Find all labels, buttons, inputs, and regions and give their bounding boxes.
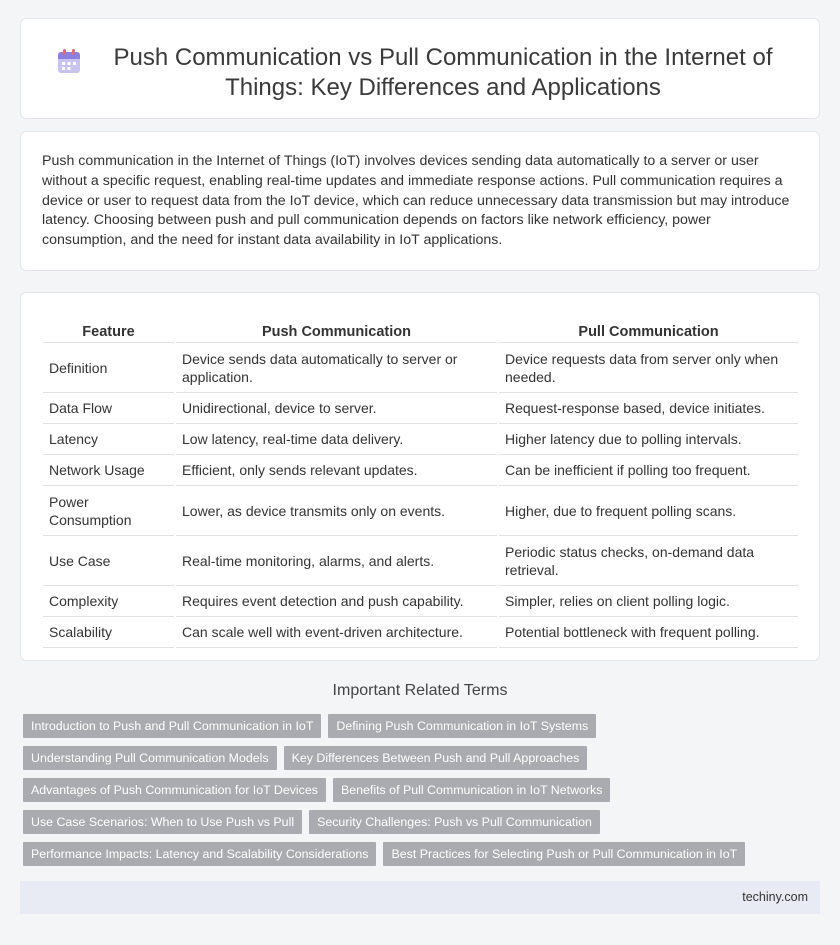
feature-cell: Use Case [43, 536, 174, 586]
related-term-tag[interactable]: Key Differences Between Push and Pull Approaches [284, 746, 588, 770]
table-row [43, 536, 798, 586]
intro-card [20, 131, 820, 271]
tag-row [23, 746, 813, 770]
pull-cell: Request-response based, device initiates. [499, 393, 798, 424]
related-term-tag[interactable]: Benefits of Pull Communication in IoT Networks [333, 778, 610, 802]
related-terms-heading: Important Related Terms [332, 682, 508, 699]
page-title: Push Communication vs Pull Communication in the Internet of Things: Key Differences and Applications [113, 44, 773, 101]
title-card [20, 18, 820, 119]
footer [20, 881, 820, 914]
tag-row [23, 778, 813, 802]
related-term-tag[interactable]: Use Case Scenarios: When to Use Push vs Pull [23, 810, 302, 834]
push-cell: Real-time monitoring, alarms, and alerts. [176, 536, 497, 586]
related-term-tag[interactable]: Understanding Pull Communication Models [23, 746, 277, 770]
push-cell: Lower, as device transmits only on events. [176, 486, 497, 536]
table-row [43, 486, 798, 536]
calendar-icon [57, 48, 81, 74]
comparison-card [20, 292, 820, 661]
related-terms-list [23, 714, 813, 874]
header-feature: Feature [43, 313, 174, 343]
pull-cell: Can be inefficient if polling too frequent. [499, 455, 798, 486]
push-cell: Can scale well with event-driven architecture. [176, 617, 497, 648]
feature-cell: Scalability [43, 617, 174, 648]
feature-cell: Complexity [43, 586, 174, 617]
related-term-tag[interactable]: Security Challenges: Push vs Pull Communication [309, 810, 600, 834]
header-pull: Pull Communication [499, 313, 798, 343]
related-term-tag[interactable]: Performance Impacts: Latency and Scalability Considerations [23, 842, 376, 866]
feature-cell: Network Usage [43, 455, 174, 486]
table-row [43, 617, 798, 648]
feature-cell: Latency [43, 424, 174, 455]
table-row [43, 424, 798, 455]
footer-site-link[interactable]: techiny.com [742, 890, 808, 904]
feature-cell: Definition [43, 343, 174, 393]
table-row [43, 586, 798, 617]
feature-cell: Power Consumption [43, 486, 174, 536]
feature-cell: Data Flow [43, 393, 174, 424]
title-wrap [21, 19, 819, 103]
tag-row [23, 810, 813, 834]
push-cell: Low latency, real-time data delivery. [176, 424, 497, 455]
related-term-tag[interactable]: Introduction to Push and Pull Communication in IoT [23, 714, 321, 738]
pull-cell: Higher, due to frequent polling scans. [499, 486, 798, 536]
push-cell: Unidirectional, device to server. [176, 393, 497, 424]
comparison-table [41, 313, 800, 648]
header-push: Push Communication [176, 313, 497, 343]
intro-paragraph: Push communication in the Internet of Things (IoT) involves devices sending data automatically to a server or user without a specific request, enabling real-time updates and immediate response actions. Pull communication requires a device or user to request data from the IoT device, which can reduce unnecessary data transmission but may introduce latency. Choosing between push and pull communication depends on factors like network efficiency, power consumption, and the need for instant data availability in IoT applications. [42, 153, 790, 249]
push-cell: Device sends data automatically to server or application. [176, 343, 497, 393]
tag-row [23, 842, 813, 866]
pull-cell: Simpler, relies on client polling logic. [499, 586, 798, 617]
pull-cell: Device requests data from server only when needed. [499, 343, 798, 393]
table-row [43, 455, 798, 486]
related-term-tag[interactable]: Advantages of Push Communication for IoT Devices [23, 778, 326, 802]
pull-cell: Periodic status checks, on-demand data retrieval. [499, 536, 798, 586]
pull-cell: Higher latency due to polling intervals. [499, 424, 798, 455]
table-row [43, 343, 798, 393]
table-header-row [43, 313, 798, 343]
push-cell: Efficient, only sends relevant updates. [176, 455, 497, 486]
pull-cell: Potential bottleneck with frequent polling. [499, 617, 798, 648]
table-row [43, 393, 798, 424]
push-cell: Requires event detection and push capability. [176, 586, 497, 617]
related-term-tag[interactable]: Defining Push Communication in IoT Systems [328, 714, 596, 738]
tag-row [23, 714, 813, 738]
related-term-tag[interactable]: Best Practices for Selecting Push or Pull Communication in IoT [383, 842, 745, 866]
